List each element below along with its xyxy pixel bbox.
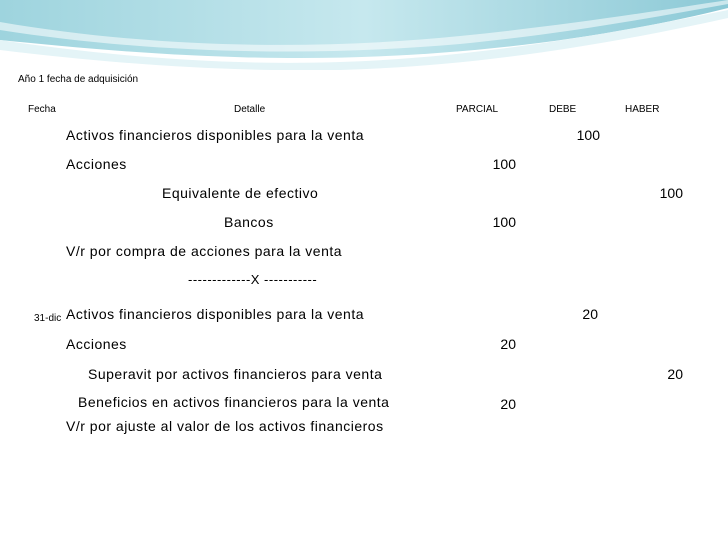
header-haber: HABER xyxy=(625,104,660,115)
entry-line: Activos financieros disponibles para la venta xyxy=(66,127,364,143)
entry-line: Equivalente de efectivo xyxy=(162,185,319,201)
entry-line: Superavit por activos financieros para venta xyxy=(88,366,383,382)
entry-line: Acciones xyxy=(66,336,127,352)
header-debe: DEBE xyxy=(549,104,577,115)
parcial-value: 20 xyxy=(500,336,516,352)
entry-date: 31-dic xyxy=(34,313,62,324)
debe-value: 100 xyxy=(576,127,600,143)
parcial-value: 100 xyxy=(492,214,516,230)
entry-description: V/r por compra de acciones para la venta xyxy=(66,243,343,259)
header-fecha: Fecha xyxy=(28,104,56,115)
entry-separator: -------------X ----------- xyxy=(188,272,318,287)
subtitle: Año 1 fecha de adquisición xyxy=(18,74,139,85)
header-wave-decoration xyxy=(0,0,728,70)
entry-line: Bancos xyxy=(224,214,274,230)
entry-line: Activos financieros disponibles para la venta xyxy=(66,306,364,322)
entry-line: Acciones xyxy=(66,156,127,172)
parcial-value: 100 xyxy=(492,156,516,172)
entry-line: Beneficios en activos financieros para la venta xyxy=(78,394,390,410)
haber-value: 20 xyxy=(667,366,683,382)
header-detalle: Detalle xyxy=(234,104,266,115)
header-parcial: PARCIAL xyxy=(456,104,499,115)
entry-description: V/r por ajuste al valor de los activos financieros xyxy=(66,418,384,434)
haber-value: 100 xyxy=(659,185,683,201)
debe-value: 20 xyxy=(582,306,598,322)
parcial-value: 20 xyxy=(500,396,516,412)
